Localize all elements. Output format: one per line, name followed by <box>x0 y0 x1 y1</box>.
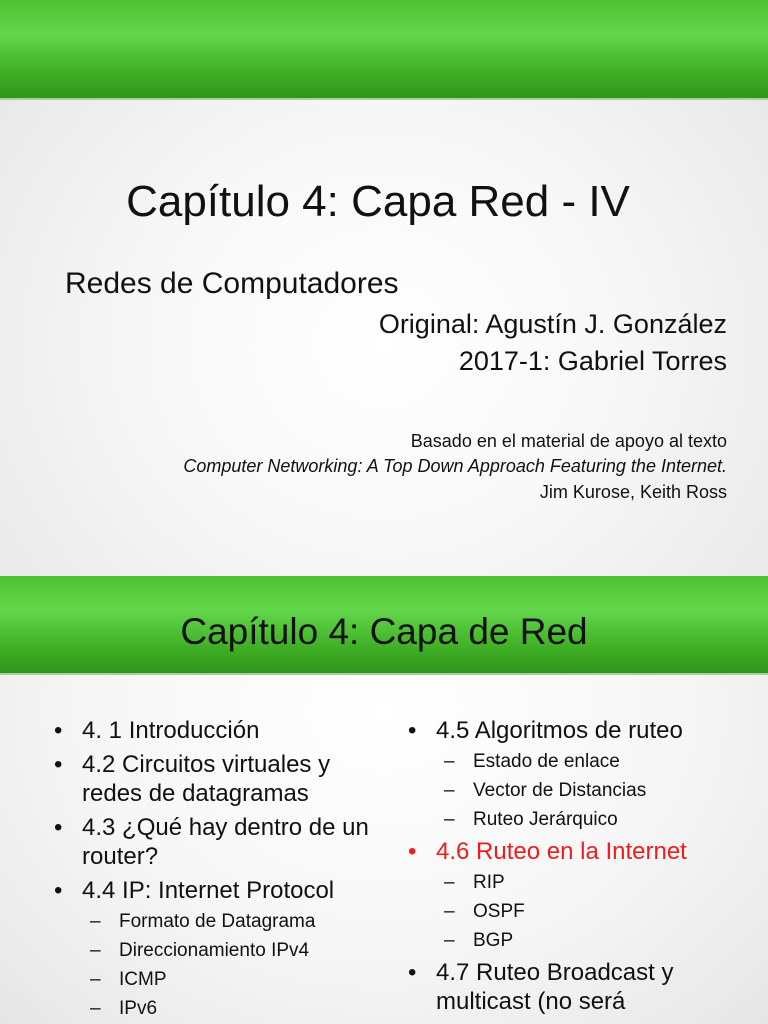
book-authors: Jim Kurose, Keith Ross <box>539 482 727 502</box>
sub-list-item: – Estado de enlace <box>444 751 620 772</box>
list-item: • 4.7 Ruteo Broadcast y multicast (no será <box>408 959 674 1015</box>
based-on-text: Basado en el material de apoyo al texto <box>410 431 727 451</box>
outline-slide <box>0 576 768 1024</box>
sub-list-item: – OSPF <box>444 901 525 922</box>
sub-list-item: – RIP <box>444 872 505 893</box>
left-column-list <box>52 716 372 1024</box>
sub-list-item: – Vector de Distancias <box>444 780 647 801</box>
list-item-highlighted: • 4.6 Ruteo en la Internet <box>408 838 687 865</box>
sub-list-item: – IPv6 <box>90 998 158 1019</box>
header-bar <box>0 0 768 100</box>
edition-author: 2017-1: Gabriel Torres <box>458 346 727 376</box>
sub-list-item: – ICMP <box>90 969 167 990</box>
sub-list-item: – Formato de Datagrama <box>90 911 316 932</box>
list-item: • 4.2 Circuitos virtuales y redes de datagramas <box>54 751 331 807</box>
sub-list-item: – Direccionamiento IPv4 <box>90 940 310 961</box>
course-name: Redes de Computadores <box>65 267 399 300</box>
sub-list-item: – Ruteo Jerárquico <box>444 809 618 830</box>
list-item: • 4.3 ¿Qué hay dentro de un router? <box>54 814 369 870</box>
book-title: Computer Networking: A Top Down Approach Featuring the Internet. <box>183 456 727 476</box>
list-item: • 4. 1 Introducción <box>54 717 260 744</box>
list-item: • 4.5 Algoritmos de ruteo <box>408 717 683 744</box>
sub-list-item: – BGP <box>444 930 514 951</box>
slide-title: Capítulo 4: Capa de Red <box>180 611 588 652</box>
right-column-list <box>406 716 746 1021</box>
original-author: Original: Agustín J. González <box>378 309 727 339</box>
slide-title: Capítulo 4: Capa Red - IV <box>126 177 630 226</box>
list-item: • 4.4 IP: Internet Protocol <box>54 877 335 904</box>
